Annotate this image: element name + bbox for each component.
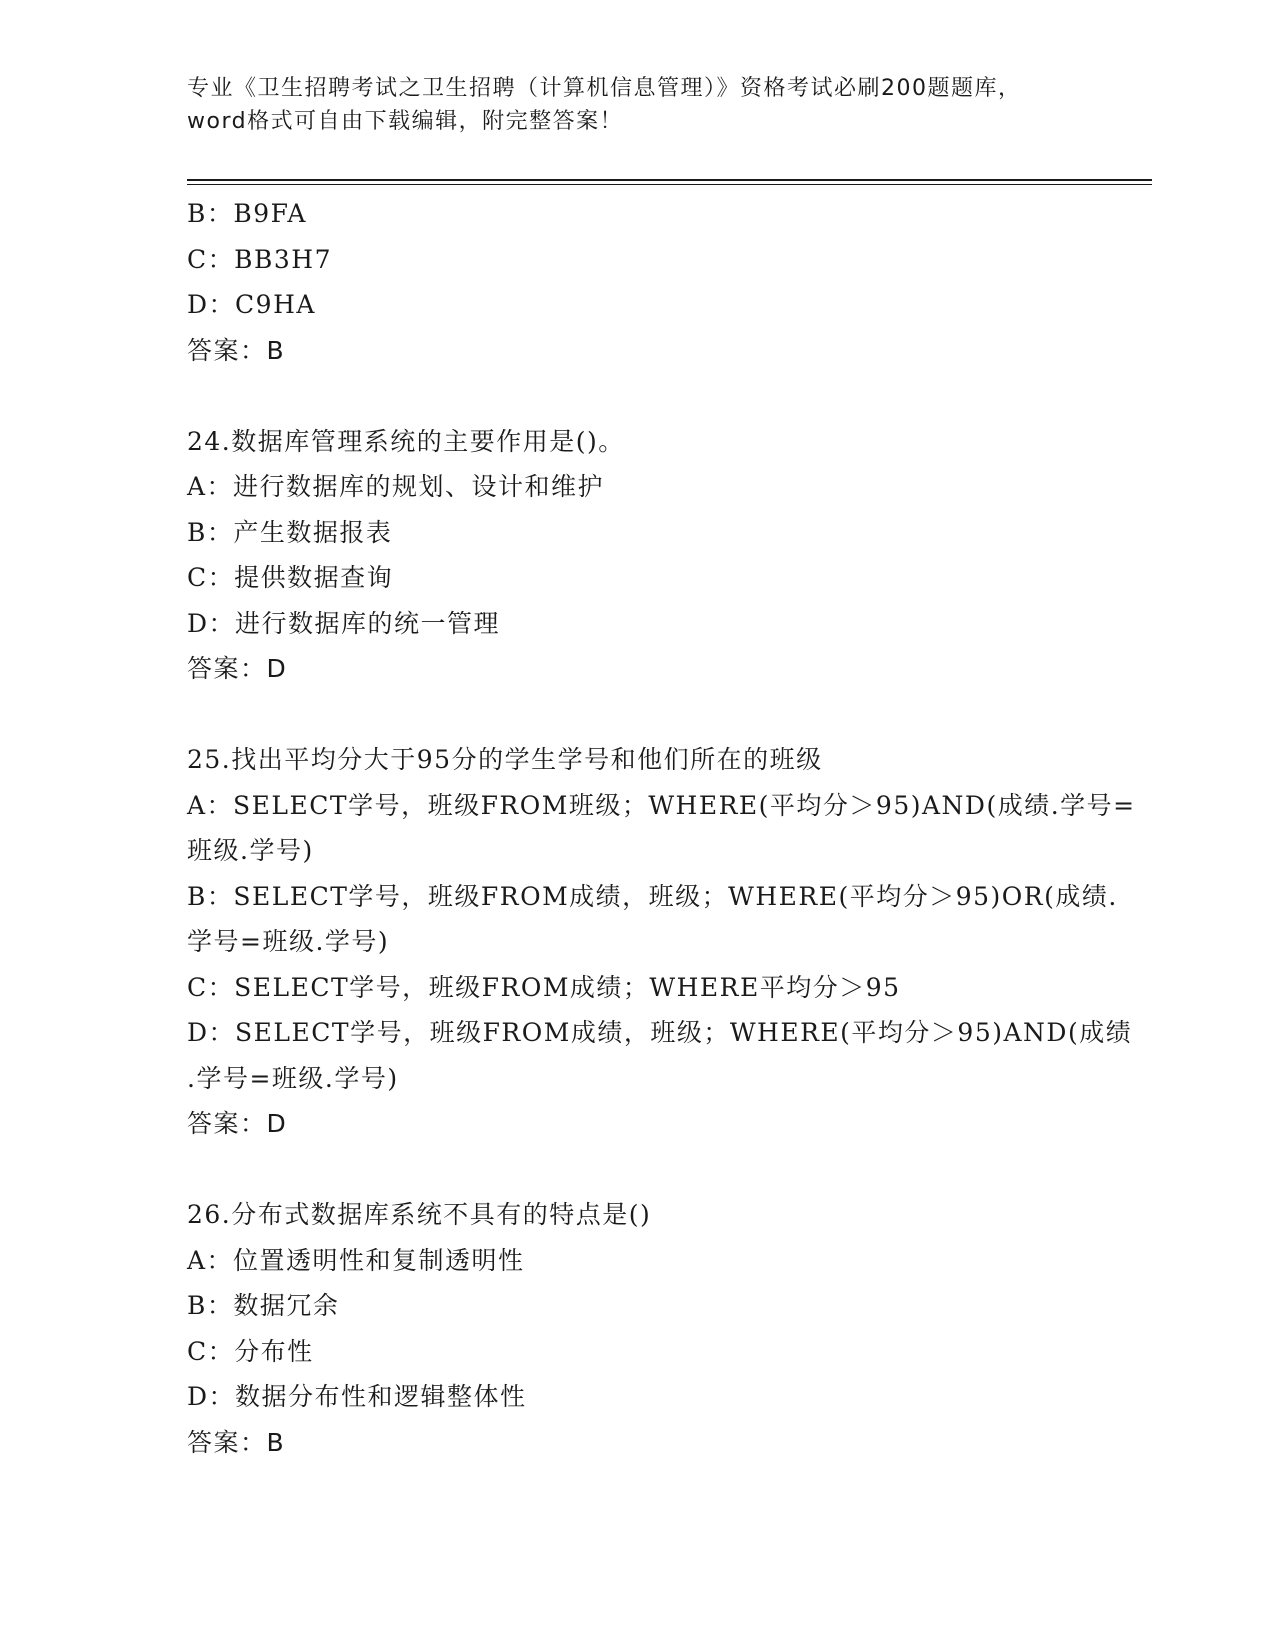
option-d: D：数据分布性和逻辑整体性	[187, 1382, 527, 1411]
option-b-continued: 学号=班级.学号)	[187, 927, 390, 956]
question-stem: 26.分布式数据库系统不具有的特点是()	[187, 1200, 652, 1229]
option-b: B：产生数据报表	[187, 517, 393, 547]
option-d-continued: .学号=班级.学号)	[187, 1063, 399, 1093]
option-a: A：进行数据库的规划、设计和维护	[187, 472, 605, 501]
option-b: B：SELECT学号，班级FROM成绩，班级；WHERE(平均分＞95)OR(成绩.	[187, 881, 1118, 911]
spacer	[187, 692, 1087, 738]
question-stem: 24.数据库管理系统的主要作用是()。	[187, 426, 625, 456]
header-rule-thin	[187, 184, 1152, 185]
answer-line: 答案：D	[187, 654, 288, 683]
question-23-tail	[187, 191, 1087, 373]
spacer	[187, 1147, 1087, 1193]
option-b: B：B9FA	[187, 199, 307, 228]
option-d: D：进行数据库的统一管理	[187, 608, 501, 638]
question-24	[187, 419, 1087, 692]
option-a: A：SELECT学号，班级FROM班级；WHERE(平均分＞95)AND(成绩.学号=	[187, 790, 1136, 820]
option-a-continued: 班级.学号)	[187, 836, 314, 865]
option-c: C：提供数据查询	[187, 563, 394, 592]
question-26	[187, 1192, 1087, 1465]
question-list	[187, 191, 1136, 1465]
question-25	[187, 737, 1136, 1147]
option-c: C：BB3H7	[187, 244, 332, 274]
spacer	[187, 373, 1087, 419]
option-b: B：数据冗余	[187, 1291, 340, 1320]
option-c: C：分布性	[187, 1336, 314, 1366]
header-rule-thick	[187, 179, 1152, 181]
header-title-line-1: 专业《卫生招聘考试之卫生招聘（计算机信息管理）》资格考试必刷200题题库，	[187, 76, 1022, 101]
document-header	[187, 72, 1087, 138]
answer-line: 答案：B	[187, 335, 286, 365]
option-d: D：SELECT学号，班级FROM成绩，班级；WHERE(平均分＞95)AND(成绩	[187, 1018, 1133, 1047]
header-title-line-2: word格式可自由下载编辑，附完整答案！	[187, 109, 624, 134]
option-c: C：SELECT学号，班级FROM成绩；WHERE平均分＞95	[187, 972, 901, 1002]
answer-line: 答案：B	[187, 1427, 286, 1457]
answer-line: 答案：D	[187, 1109, 288, 1138]
question-stem: 25.找出平均分大于95分的学生学号和他们所在的班级	[187, 745, 823, 774]
option-a: A：位置透明性和复制透明性	[187, 1245, 525, 1275]
option-d: D：C9HA	[187, 290, 316, 319]
